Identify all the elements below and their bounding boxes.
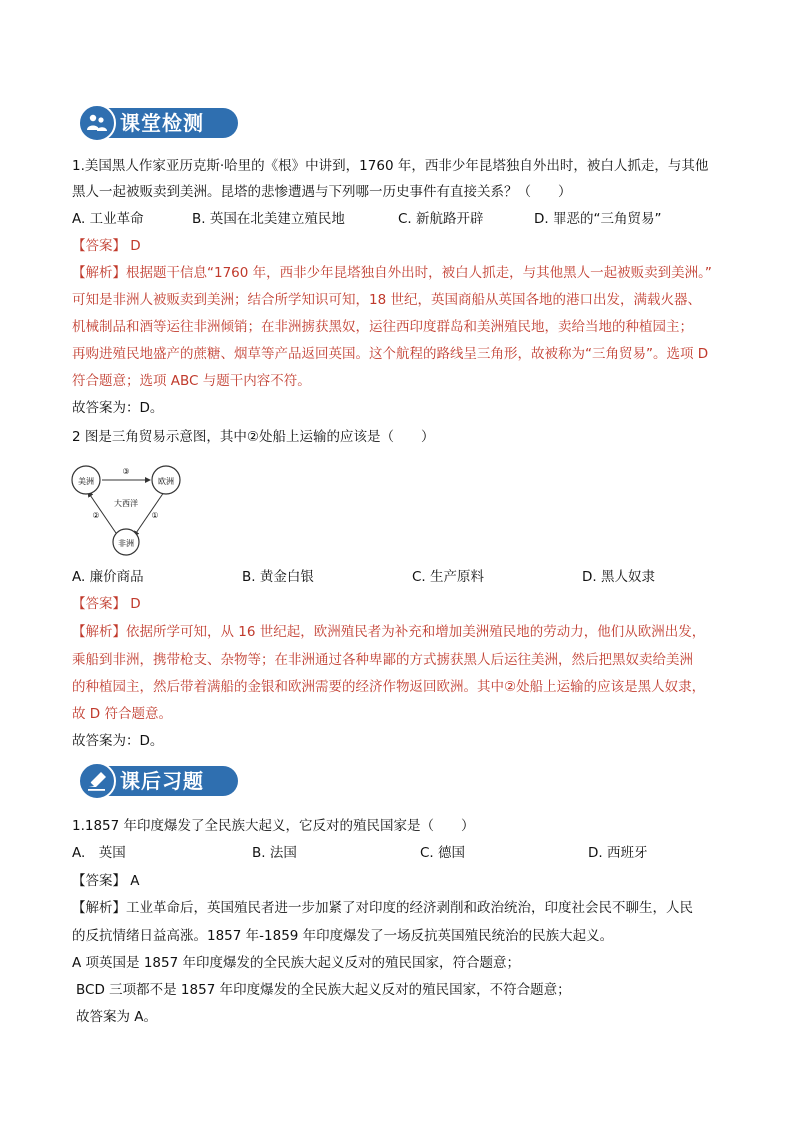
option-c: C. 德国: [420, 845, 466, 861]
answer-value: A: [130, 873, 140, 889]
analysis-label: 【解析】: [72, 900, 126, 916]
option-a: A. 英国: [72, 845, 126, 861]
option-d: D. 西班牙: [588, 845, 648, 861]
extra-text: A 项英国是 1857 年印度爆发的全民族大起义反对的殖民国家，符合题意；: [72, 955, 520, 971]
option-c: C. 新航路开辟: [398, 211, 484, 227]
analysis-label: 【解析】: [72, 265, 126, 281]
answer-label: 【答案】: [72, 873, 126, 889]
option-c: C. 生产原料: [412, 569, 485, 585]
option-b: B. 黄金白银: [242, 569, 314, 585]
analysis-text: 的种植园主，然后带着满船的金银和欧洲需要的经济作物返回欧洲。其中②处船上运输的应该是黑人奴隶，: [72, 679, 706, 695]
analysis-text: 的反抗情绪日益高涨。1857 年-1859 年印度爆发了一场反抗英国殖民统治的民族大起义。: [72, 928, 614, 944]
node-label-europe: 欧洲: [158, 477, 174, 486]
section-title: 课后习题: [120, 769, 204, 793]
analysis-text: 故 D 符合题意。: [72, 706, 172, 722]
people-icon: [78, 104, 116, 142]
analysis-text: 机械制品和酒等运往非洲倾销；在非洲掳获黑奴，运往西印度群岛和美洲殖民地，卖给当地的种植园主；: [72, 319, 693, 335]
analysis-line: [72, 263, 712, 283]
route-label-2: ②: [92, 511, 100, 520]
route-label-1: ①: [151, 511, 159, 520]
analysis-text: 依据所学可知，从 16 世纪起，欧洲殖民者为补充和增加美洲殖民地的劳动力，他们从欧洲出发，: [126, 624, 706, 640]
conclusion-text: 故答案为：D。: [72, 733, 164, 749]
answer-line: [72, 871, 140, 891]
answer-line: [72, 594, 141, 614]
analysis-text: 再购进殖民地盛产的蔗糖、烟草等产品返回英国。这个航程的路线呈三角形，故被称为“三角贸易”。选项 D: [72, 346, 709, 362]
option-d: D. 罪恶的“三角贸易”: [534, 211, 662, 227]
extra-text: BCD 三项都不是 1857 年印度爆发的全民族大起义反对的殖民国家，不符合题意；: [76, 982, 571, 998]
answer-line: [72, 236, 141, 256]
option-b: B. 法国: [252, 845, 297, 861]
route-arrow-1: [134, 492, 164, 536]
question-text: 2 图是三角贸易示意图，其中②处船上运输的应该是（ ）: [72, 429, 435, 445]
option-d: D. 黑人奴隶: [582, 569, 655, 585]
extra-text: 故答案为 A。: [76, 1009, 158, 1025]
node-label-america: 美洲: [78, 477, 94, 486]
section-banner-homework: [78, 762, 238, 800]
section-banner-classroom-test: [78, 104, 238, 142]
analysis-text: 工业革命后，英国殖民者进一步加紧了对印度的经济剥削和政治统治，印度社会民不聊生，人民: [126, 900, 693, 916]
analysis-text: 可知是非洲人被贩卖到美洲；结合所学知识可知，18 世纪，英国商船从英国各地的港口出发，满载火器、: [72, 292, 701, 308]
question-text: 黑人一起被贩卖到美洲。昆塔的悲惨遭遇与下列哪一历史事件有直接关系？（ ）: [72, 184, 572, 200]
section-title: 课堂检测: [120, 111, 204, 135]
answer-value: D: [130, 596, 141, 612]
answer-label: 【答案】: [72, 238, 126, 254]
ocean-label: 大西洋: [114, 499, 138, 508]
answer-value: D: [130, 238, 141, 254]
analysis-text: 符合题意；选项 ABC 与题干内容不符。: [72, 373, 311, 389]
answer-label: 【答案】: [72, 596, 126, 612]
pencil-icon: [78, 762, 116, 800]
question-text: 1.1857 年印度爆发了全民族大起义，它反对的殖民国家是（ ）: [72, 818, 475, 834]
conclusion-text: 故答案为：D。: [72, 400, 164, 416]
analysis-text: 根据题干信息“1760 年，西非少年昆塔独自外出时，被白人抓走，与其他黑人一起被贩卖到美洲。”: [126, 265, 712, 281]
node-label-africa: 非洲: [118, 539, 134, 548]
option-a: A. 工业革命: [72, 211, 144, 227]
analysis-line: [72, 898, 693, 918]
analysis-text: 乘船到非洲，携带枪支、杂物等；在非洲通过各种卑鄙的方式掳获黑人后运往美洲，然后把黑奴卖给美洲: [72, 652, 693, 668]
triangle-trade-diagram: [66, 458, 186, 556]
option-a: A. 廉价商品: [72, 569, 144, 585]
analysis-line: [72, 622, 705, 642]
option-b: B. 英国在北美建立殖民地: [192, 211, 345, 227]
question-text: 1.美国黑人作家亚历克斯·哈里的《根》中讲到，1760 年，西非少年昆塔独自外出时，被白人抓走，与其他: [72, 158, 709, 174]
route-label-3: ③: [122, 467, 130, 476]
analysis-label: 【解析】: [72, 624, 126, 640]
